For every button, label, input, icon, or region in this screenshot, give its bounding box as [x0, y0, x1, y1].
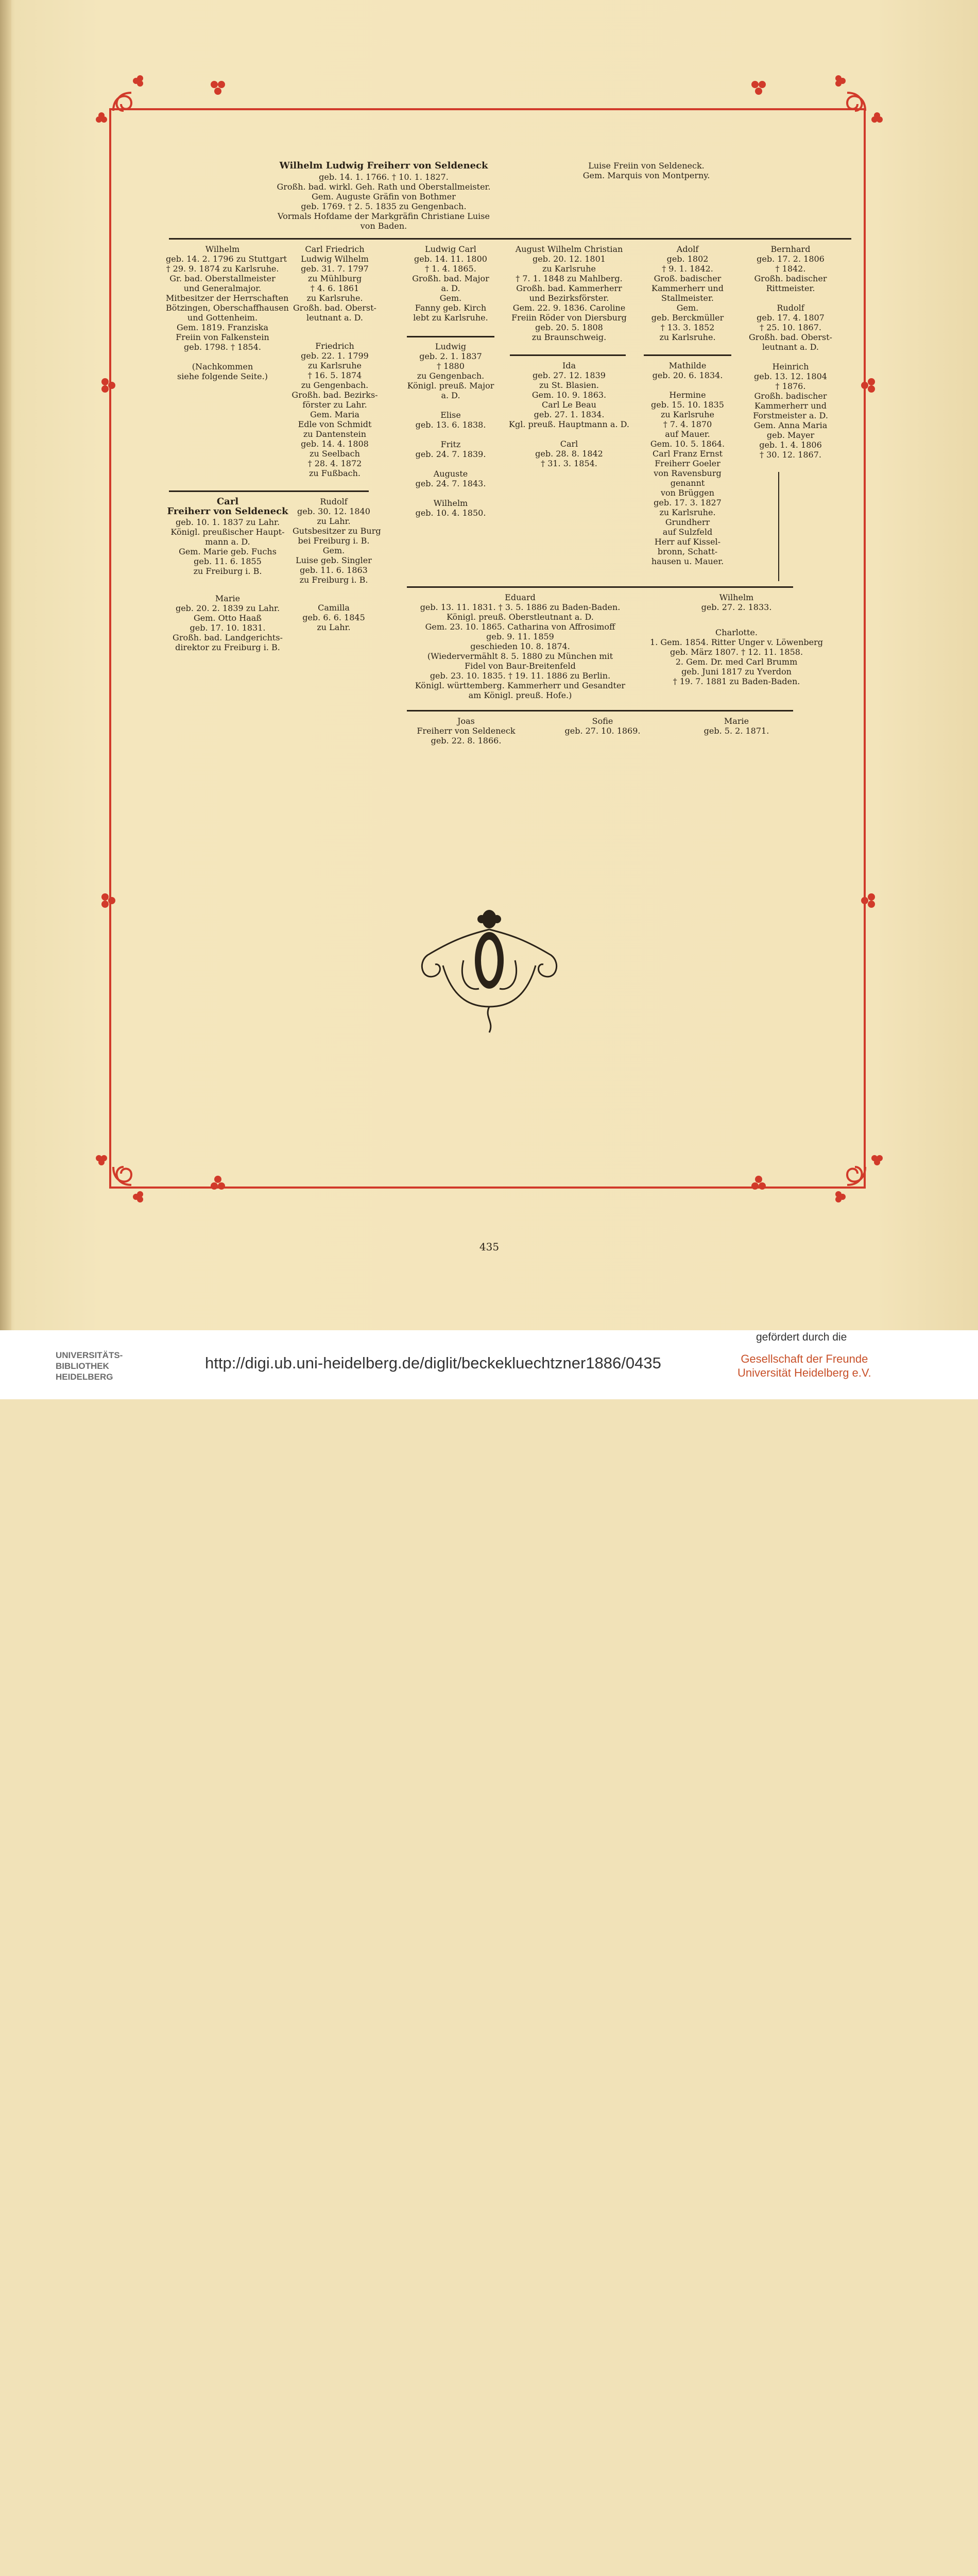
corner-ornament-top-right-icon	[829, 72, 886, 129]
branch-rule	[407, 336, 494, 337]
trefoil-ornament-icon	[747, 1170, 770, 1193]
corner-ornament-bottom-left-icon	[93, 1149, 149, 1206]
library-name: UNIVERSITÄTS- BIBLIOTHEK HEIDELBERG	[56, 1350, 123, 1382]
branch-rule	[169, 490, 369, 492]
entry-bernhard-rudolf-heinrich: Bernhard geb. 17. 2. 1806 † 1842. Großh. badischer Rittmeister. Rudolf geb. 17. 4. 1807 † 25. 10. 1867. Großh. bad. Oberst- leutnant a. D. Heinrich geb. 13. 12. 1804 † 1876. Großh. badischer Kammerherr und Forstmeister a. D. Gem. Anna Maria geb. Mayer geb. 1. 4. 1806 † 30. 12. 1867.	[749, 244, 832, 460]
entry-august-children: Ida geb. 27. 12. 1839 zu St. Blasien. Gem. 10. 9. 1863. Carl Le Beau geb. 27. 1. 1834. Kgl. preuß. Hauptmann a. D. Carl geb. 28. 8. 1842 † 31. 3. 1854.	[509, 361, 629, 468]
founder-line: von Baden.	[360, 221, 407, 231]
corner-ornament-top-left-icon	[93, 72, 149, 129]
entry-rudolf: Rudolf geb. 30. 12. 1840 zu Lahr. Gutsbesitzer zu Burg bei Freiburg i. B. Gem. Luise geb. Singler geb. 11. 6. 1863 zu Freiburg i. B.	[293, 497, 381, 585]
entry-camilla: Camilla geb. 6. 6. 1845 zu Lahr.	[302, 603, 365, 632]
corner-ornament-bottom-right-icon	[829, 1149, 886, 1206]
entry-adolf: Adolf geb. 1802 † 9. 1. 1842. Groß. badischer Kammerherr und Stallmeister. Gem. geb. Berckmüller † 13. 3. 1852 zu Karlsruhe.	[651, 244, 724, 342]
entry-wilhelm-heinrich: Wilhelm geb. 27. 2. 1833.	[701, 592, 772, 612]
funded-by-label: gefördert durch die	[756, 1331, 847, 1343]
branch-rule	[510, 354, 626, 356]
branch-rule	[407, 710, 793, 711]
connector-line	[778, 472, 779, 581]
entry-adolf-children: Mathilde geb. 20. 6. 1834. Hermine geb. 15. 10. 1835 zu Karlsruhe † 7. 4. 1870 auf Mauer. Gem. 10. 5. 1864. Carl Franz Ernst Freiherr Goeler von Ravensburg genannt von Brüggen geb. 17. 3. 1827 zu Karlsruhe. Grundherr auf Sulzfeld Herr auf Kissel- bronn, Schatt- hausen u. Mauer.	[650, 361, 725, 566]
entry-carl-friedrich: Carl Friedrich Ludwig Wilhelm geb. 31. 7. 1797 zu Mühlburg † 4. 6. 1861 zu Karlsruhe. Großh. bad. Oberst- leutnant a. D.	[293, 244, 376, 323]
founder-line: geb. 1769. † 2. 5. 1835 zu Gengenbach.	[301, 201, 467, 211]
trefoil-ornament-icon	[855, 374, 879, 397]
entry-eduard: Eduard geb. 13. 11. 1831. † 3. 5. 1886 zu Baden-Baden. Königl. preuß. Oberstleutnant a. D. Gem. 23. 10. 1865. Catharina von Affrosimoff geb. 9. 11. 1859 geschieden 10. 8. 1874. (Wiedervermählt 8. 5. 1880 zu München mit Fidel von Baur-Breitenfeld geb. 23. 10. 1835. † 19. 11. 1886 zu Berlin. Königl. württemberg. Kammerherr und Gesandter am Königl. preuß. Hofe.)	[415, 592, 626, 700]
entry-ludwig-children: Ludwig geb. 2. 1. 1837 † 1880 zu Gengenbach. Königl. preuß. Major a. D. Elise geb. 13. 6. 1838. Fritz geb. 24. 7. 1839. Auguste geb. 24. 7. 1843. Wilhelm geb. 10. 4. 1850.	[407, 342, 494, 518]
book-spine-shadow	[0, 0, 11, 1330]
branch-rule	[407, 586, 793, 588]
sister-entry: Luise Freiin von Seldeneck.	[588, 161, 705, 171]
founder-line: Vormals Hofdame der Markgräfin Christiane Luise	[278, 211, 490, 221]
founder-name: Wilhelm Ludwig Freiherr von Seldeneck	[279, 160, 488, 171]
generation-rule	[169, 238, 851, 240]
branch-rule	[644, 354, 731, 356]
entry-ludwig-carl: Ludwig Carl geb. 14. 11. 1800 † 1. 4. 1865. Großh. bad. Major a. D. Gem. Fanny geb. Kirch lebt zu Karlsruhe.	[412, 244, 489, 323]
entry-sofie: Sofie geb. 27. 10. 1869.	[564, 716, 641, 736]
trefoil-ornament-icon	[747, 77, 770, 101]
trefoil-ornament-icon	[98, 889, 122, 912]
entry-marie: Marie geb. 20. 2. 1839 zu Lahr. Gem. Otto Haaß geb. 17. 10. 1831. Großh. bad. Landgerichts- direktor zu Freiburg i. B.	[173, 594, 283, 652]
trefoil-ornament-icon	[206, 1170, 230, 1193]
entry-carl-body: geb. 10. 1. 1837 zu Lahr. Königl. preußischer Haupt- mann a. D. Gem. Marie geb. Fuchs geb. 11. 6. 1855 zu Freiburg i. B.	[170, 517, 285, 576]
entry-august: August Wilhelm Christian geb. 20. 12. 1801 zu Karlsruhe † 7. 1. 1848 zu Mahlberg. Großh. bad. Kammerherr und Bezirksförster. Gem. 22. 9. 1836. Caroline Freiin Röder von Diersburg geb. 20. 5. 1808 zu Braunschweig.	[511, 244, 627, 342]
entry-carl-title: Carl Freiherr von Seldeneck	[167, 496, 288, 517]
entry-friedrich: Friedrich geb. 22. 1. 1799 zu Karlsruhe † 16. 5. 1874 zu Gengenbach. Großh. bad. Bezirks- förster zu Lahr. Gem. Maria Edle von Schmidt zu Dantenstein geb. 14. 4. 1808 zu Seelbach † 28. 4. 1872 zu Fußbach.	[291, 341, 378, 478]
entry-joas: Joas Freiherr von Seldeneck geb. 22. 8. 1866.	[417, 716, 516, 745]
founder-line: Gem. Auguste Gräfin von Bothmer	[312, 192, 456, 201]
founder-line: Großh. bad. wirkl. Geh. Rath und Oberstallmeister.	[277, 182, 491, 192]
decorative-vignette-icon	[412, 904, 567, 1038]
founder-line: geb. 14. 1. 1766. † 10. 1. 1827.	[319, 172, 449, 182]
entry-wilhelm: Wilhelm geb. 14. 2. 1796 zu Stuttgart † 29. 9. 1874 zu Karlsruhe. Gr. bad. Oberstallmeister und Generalmajor. Mitbesitzer der Herrschaften Bötzingen, Oberschaffhausen und Gottenheim. Gem. 1819. Franziska Freiin von Falkenstein geb. 1798. † 1854. (Nachkommen siehe folgende Seite.)	[166, 244, 289, 381]
sister-entry: Gem. Marquis von Montperny.	[582, 171, 710, 180]
trefoil-ornament-icon	[206, 77, 230, 101]
entry-marie-2: Marie geb. 5. 2. 1871.	[704, 716, 769, 736]
society-name: Gesellschaft der Freunde Universität Heidelberg e.V.	[737, 1352, 871, 1379]
entry-charlotte: Charlotte. 1. Gem. 1854. Ritter Unger v. Löwenberg geb. März 1807. † 12. 11. 1858. 2. Gem. Dr. med Carl Brumm geb. Juni 1817 zu Yverdon † 19. 7. 1881 zu Baden-Baden.	[650, 628, 823, 686]
trefoil-ornament-icon	[98, 374, 122, 397]
trefoil-ornament-icon	[855, 889, 879, 912]
source-url-link[interactable]: http://digi.ub.uni-heidelberg.de/diglit/beckekluechtzner1886/0435	[205, 1354, 661, 1372]
page-number: 435	[479, 1241, 500, 1253]
